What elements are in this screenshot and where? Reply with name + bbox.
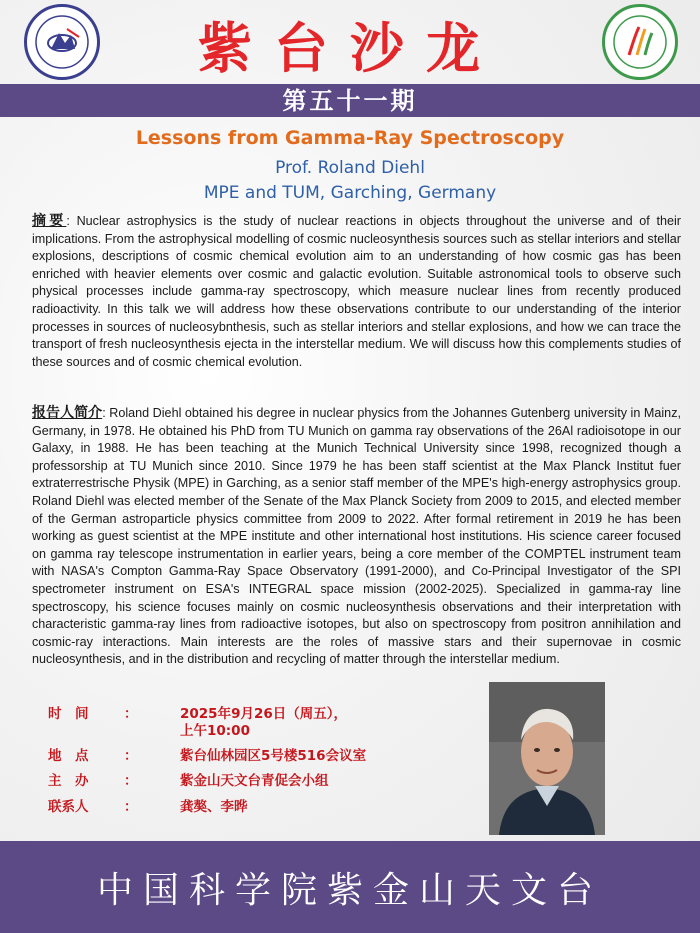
time-colon: ： (124, 706, 138, 722)
abstract-paragraph (32, 212, 681, 371)
place-colon: ： (124, 748, 138, 764)
contact-value: 龚獒、李晔 (180, 799, 248, 815)
place-label: 地 点 (48, 748, 89, 764)
bio-label: 报告人简介 (32, 404, 103, 420)
bio-paragraph (32, 404, 681, 669)
place-value: 紫台仙林园区5号楼516会议室 (180, 748, 367, 764)
bio-text: : Roland Diehl obtained his degree in nuclear physics from the Johannes Gutenberg university in Mainz, Germany, in 1978. He obtained his PhD from TU Munich on gamma ray observations of the 26Al radioisotope in our Galaxy, in 1988. He has been teaching at the Munich Technical University since 1998, recognized though a professorship at TU Munich since 2010. Since 1979 he has been staff scientist at the Max Planck Institut fuer extraterrestrische Physik (MPE) in Garching, as a senior staff member of the MPE's high-energy astrophysics group. Roland Diehl was elected member of the Senate of the Max Planck Society from 2009 to 2015, and elected member of the German astroparticle physics committee from 2009 to 2022. After formal retirement in 2019 he has been working as guest scientist at the MPE institute and other international host institutions. His science career focused on gamma ray telescope instrumentation in earlier years, being a core member of the COMPTEL instrument team with NASA's Compton Gamma-Ray Space Observatory (1991-2000), and Co-Principal Investigator of the SPI spectrometer instrument on ESA's INTEGRAL space mission (2002-2025). Specialized in gamma-ray line spectroscopy, his science focuses mainly on cosmic nucleosynthesis observations and their interpretation with characteristic gamma-ray lines from radioactive isotopes, but also on spectroscopy from positron annihilation and cosmic-ray interactions. Main interests are the roles of massive stars and their supernovae in cosmic nucleosynthesis, and in the distribution and recycling of matter through the interstellar medium. (32, 406, 681, 667)
contact-label: 联系人 (48, 799, 89, 815)
time-value-hour: 上午10:00 (180, 723, 250, 739)
abstract-label: 摘要 (32, 212, 67, 228)
issue-number: 第五十一期 (282, 86, 418, 115)
talk-title: Lessons from Gamma-Ray Spectroscopy (135, 127, 565, 149)
host-colon: ： (124, 773, 138, 789)
footer-organization: 中国科学院紫金山天文台 (96, 870, 603, 911)
contact-colon: ： (124, 799, 138, 815)
time-label: 时 间 (48, 706, 89, 722)
host-value: 紫金山天文台青促会小组 (180, 773, 329, 789)
host-label: 主 办 (48, 773, 89, 789)
time-value-date: 2025年9月26日（周五）， (180, 706, 348, 722)
speaker-photo (489, 682, 605, 835)
speaker-name: Prof. Roland Diehl (275, 158, 425, 178)
youth-association-logo (602, 4, 678, 80)
salon-title: 紫台沙龙 (198, 16, 502, 80)
speaker-affiliation: MPE and TUM, Garching, Germany (203, 183, 497, 203)
abstract-text: : Nuclear astrophysics is the study of nuclear reactions in objects throughout the universe and of their implications. From the astrophysical modelling of cosmic nucleosynthesis sources such as stellar interiors and stellar explosions, descriptions of cosmic chemical evolution aim to an understanding of how cosmic gas has been enriched with heavier elements over cosmic and galactic evolution. Suitable astronomical tools to observe such physical processes include gamma-ray spectroscopy, which measure nuclear lines from recently produced radioactivity. In this talk we will address how these observations contribute to our understanding of the interior processes in sources of nucleosybnthesis, such as stellar interiors and stellar explosions, and how we can trace the transport of fresh nucleosynthesis ejecta in the interstellar medium. We will discuss how this complements studies of these sources and of cosmic chemical evolution. (32, 214, 682, 369)
